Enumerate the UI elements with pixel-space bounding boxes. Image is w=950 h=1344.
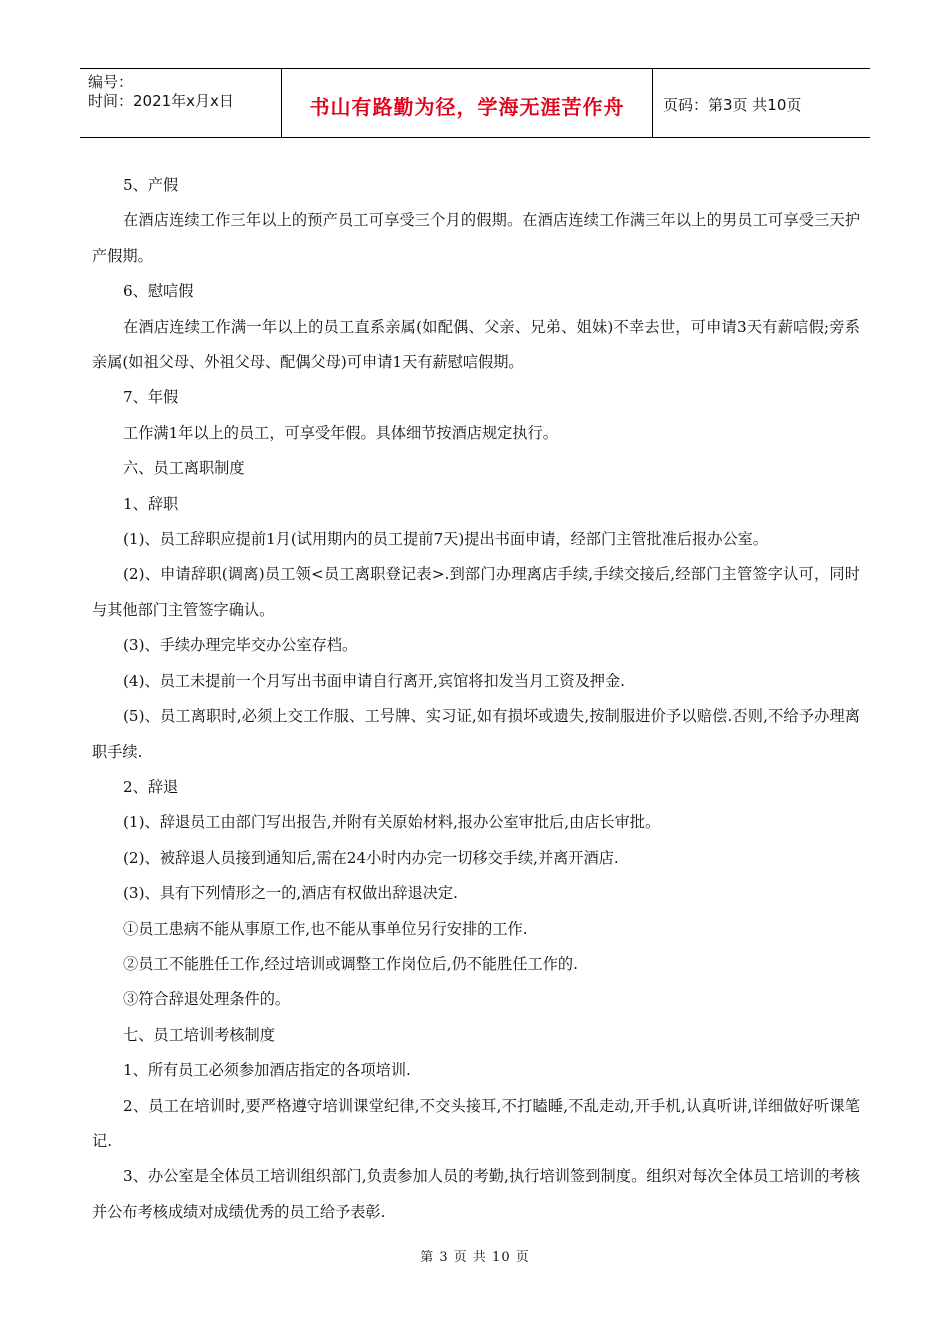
list-item: (5)、员工离职时,必须上交工作服、工号牌、实习证,如有损坏或遗失,按制服进价予以赔偿.否则,不给予办理离职手续.	[92, 707, 860, 761]
sub-list-item: ③符合辞退处理条件的。	[123, 990, 291, 1009]
list-item: (2)、被辞退人员接到通知后,需在24小时内办完一切移交手续,并离开酒店.	[123, 848, 619, 867]
list-item: (1)、辞退员工由部门写出报告,并附有关原始材料,报办公室审批后,由店长审批。	[123, 813, 661, 832]
header-motto-cell	[282, 69, 653, 137]
header-meta-cell	[80, 69, 282, 137]
section-heading: 7、年假	[123, 388, 179, 407]
list-item: (1)、员工辞职应提前1月(试用期内的员工提前7天)提出书面申请，经部门主管批准后报办公室。	[123, 530, 769, 549]
page-footer: 第 3 页 共 10 页	[420, 1250, 530, 1265]
section-heading: 1、辞职	[123, 494, 179, 513]
document-time-label: 时间：2021年x月x日	[88, 92, 234, 110]
paragraph: 在酒店连续工作满一年以上的员工直系亲属(如配偶、父亲、兄弟、姐妹)不幸去世，可申请3天有薪唁假;旁系亲属(如祖父母、外祖父母、配偶父母)可申请1天有薪慰唁假期。	[92, 317, 860, 372]
document-body	[92, 168, 860, 1230]
list-item: 1、所有员工必须参加酒店指定的各项培训.	[123, 1061, 411, 1080]
page-header	[80, 68, 870, 138]
header-page-number: 页码：第3页 共10页	[663, 96, 802, 114]
sub-list-item: ①员工患病不能从事原工作,也不能从事单位另行安排的工作.	[123, 919, 528, 938]
section-heading: 5、产假	[123, 176, 179, 194]
list-item: 2、员工在培训时,要严格遵守培训课堂纪律,不交头接耳,不打瞌睡,不乱走动,开手机,认真听讲,详细做好听课笔记.	[92, 1096, 860, 1150]
chapter-heading: 六、员工离职制度	[123, 459, 245, 478]
list-item: (3)、具有下列情形之一的,酒店有权做出辞退决定.	[123, 884, 458, 903]
header-page-cell	[653, 69, 870, 137]
header-motto: 书山有路勤为径，学海无涯苦作舟	[309, 95, 625, 119]
list-item: (4)、员工未提前一个月写出书面申请自行离开,宾馆将扣发当月工资及押金.	[123, 671, 625, 690]
document-number-label: 编号：	[88, 73, 134, 91]
list-item: (3)、手续办理完毕交办公室存档。	[123, 636, 358, 655]
paragraph: 在酒店连续工作三年以上的预产员工可享受三个月的假期。在酒店连续工作满三年以上的男员工可享受三天护产假期。	[92, 211, 860, 265]
section-heading: 6、慰唁假	[123, 282, 194, 301]
section-heading: 2、辞退	[123, 777, 179, 796]
paragraph: 工作满1年以上的员工，可享受年假。具体细节按酒店规定执行。	[123, 423, 558, 442]
list-item: 3、办公室是全体员工培训组织部门,负责参加人员的考勤,执行培训签到制度。组织对每次全体员工培训的考核并公布考核成绩对成绩优秀的员工给予表彰.	[92, 1167, 860, 1221]
sub-list-item: ②员工不能胜任工作,经过培训或调整工作岗位后,仍不能胜任工作的.	[123, 954, 578, 973]
chapter-heading: 七、员工培训考核制度	[123, 1025, 275, 1044]
list-item: (2)、申请辞职(调离)员工领<员工离职登记表>.到部门办理离店手续,手续交接后,经部门主管签字认可，同时与其他部门主管签字确认。	[92, 565, 860, 619]
